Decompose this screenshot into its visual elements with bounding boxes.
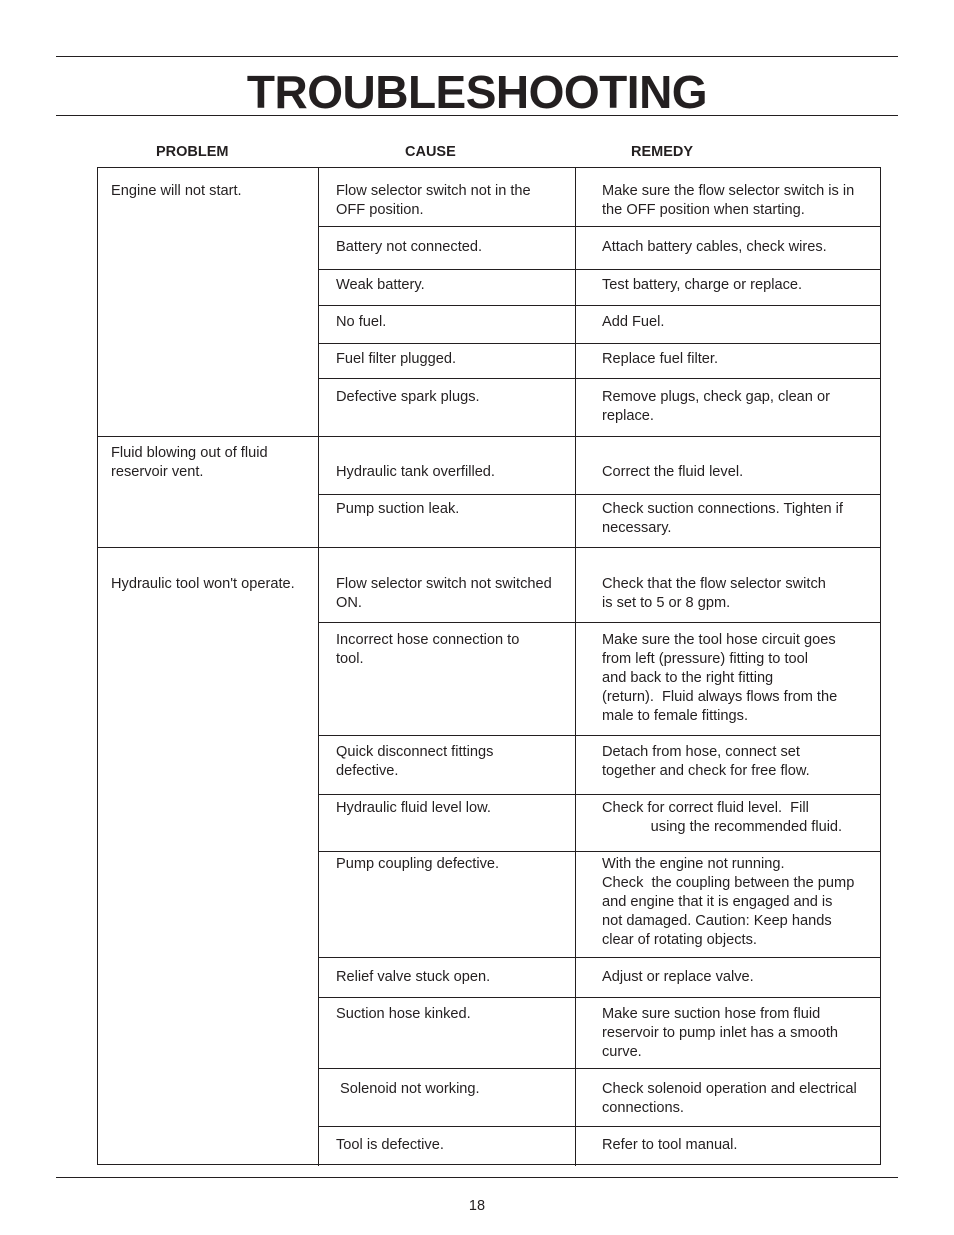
remedy-cell: Detach from hose, connect set together and check for free flow. [602,744,810,779]
row-separator [319,1126,881,1127]
page-number: 18 [468,1198,486,1214]
cause-cell: Tool is defective. [336,1137,444,1153]
remedy-cell: Make sure the flow selector switch is in the OFF position when starting. [602,183,855,218]
header-cause: CAUSE [405,144,456,160]
cause-cell: Solenoid not working. [336,1081,480,1097]
row-separator [319,226,881,227]
remedy-cell: Replace fuel filter. [602,351,719,367]
remedy-cell: Attach battery cables, check wires. [602,239,827,255]
row-separator [319,622,881,623]
problem-cell: Engine will not start. [111,183,242,199]
row-separator [319,1068,881,1069]
cause-cell: Flow selector switch not switched ON. [336,576,552,611]
header-remedy: REMEDY [631,144,694,160]
remedy-cell: Check that the flow selector switch is set to 5 or 8 gpm. [602,576,826,611]
cause-cell: Pump suction leak. [336,501,460,517]
remedy-cell: Remove plugs, check gap, clean or replace. [602,389,830,424]
problem-cell: Fluid blowing out of fluid reservoir vent. [111,445,268,480]
cause-cell: Relief valve stuck open. [336,969,491,985]
cause-cell: Incorrect hose connection to tool. [336,632,520,667]
remedy-cell: Adjust or replace valve. [602,969,754,985]
remedy-cell: Correct the fluid level. [602,464,744,480]
row-separator [319,343,881,344]
cause-cell: Quick disconnect fittings defective. [336,744,494,779]
remedy-cell: Test battery, charge or replace. [602,277,803,293]
row-separator [319,269,881,270]
group-separator [98,547,881,548]
row-separator [319,305,881,306]
cause-cell: Suction hose kinked. [336,1006,471,1022]
group-separator [98,436,881,437]
cause-cell: Pump coupling defective. [336,856,500,872]
remedy-cell: Make sure the tool hose circuit goes from left (pressure) fitting to tool and back to the right fitting (return). Fluid always flows from the male to female fittings. [602,632,838,724]
row-separator [319,735,881,736]
row-separator [319,851,881,852]
remedy-cell: Refer to tool manual. [602,1137,738,1153]
remedy-cell: Check suction connections. Tighten if necessary. [602,501,843,536]
cause-cell: Fuel filter plugged. [336,351,457,367]
cause-cell: No fuel. [336,314,387,330]
column-divider-problem [318,168,319,1166]
cause-cell: Defective spark plugs. [336,389,480,405]
remedy-cell: Check solenoid operation and electrical connections. [602,1081,857,1116]
remedy-cell: Check for correct fluid level. Fill using the recommended fluid. [602,800,843,835]
remedy-cell: Add Fuel. [602,314,665,330]
page-title: TROUBLESHOOTING [246,66,708,118]
title-underline [56,115,898,116]
row-separator [319,997,881,998]
cause-cell: Hydraulic tank overfilled. [336,464,495,480]
header-problem: PROBLEM [156,144,229,160]
cause-cell: Hydraulic fluid level low. [336,800,491,816]
column-divider-cause [575,168,576,1166]
remedy-cell: With the engine not running. Check the coupling between the pump and engine that it is engaged and is not damaged. Caution: Keep hands clear of rotating objects. [602,856,855,948]
bottom-rule [56,1177,898,1178]
remedy-cell: Make sure suction hose from fluid reservoir to pump inlet has a smooth curve. [602,1006,839,1060]
row-separator [319,794,881,795]
cause-cell: Battery not connected. [336,239,483,255]
top-rule [56,56,898,57]
cause-cell: Weak battery. [336,277,425,293]
problem-cell: Hydraulic tool won't operate. [111,576,295,592]
cause-cell: Flow selector switch not in the OFF position. [336,183,531,218]
row-separator [319,378,881,379]
troubleshooting-table [97,167,881,1165]
row-separator [319,957,881,958]
row-separator [319,494,881,495]
